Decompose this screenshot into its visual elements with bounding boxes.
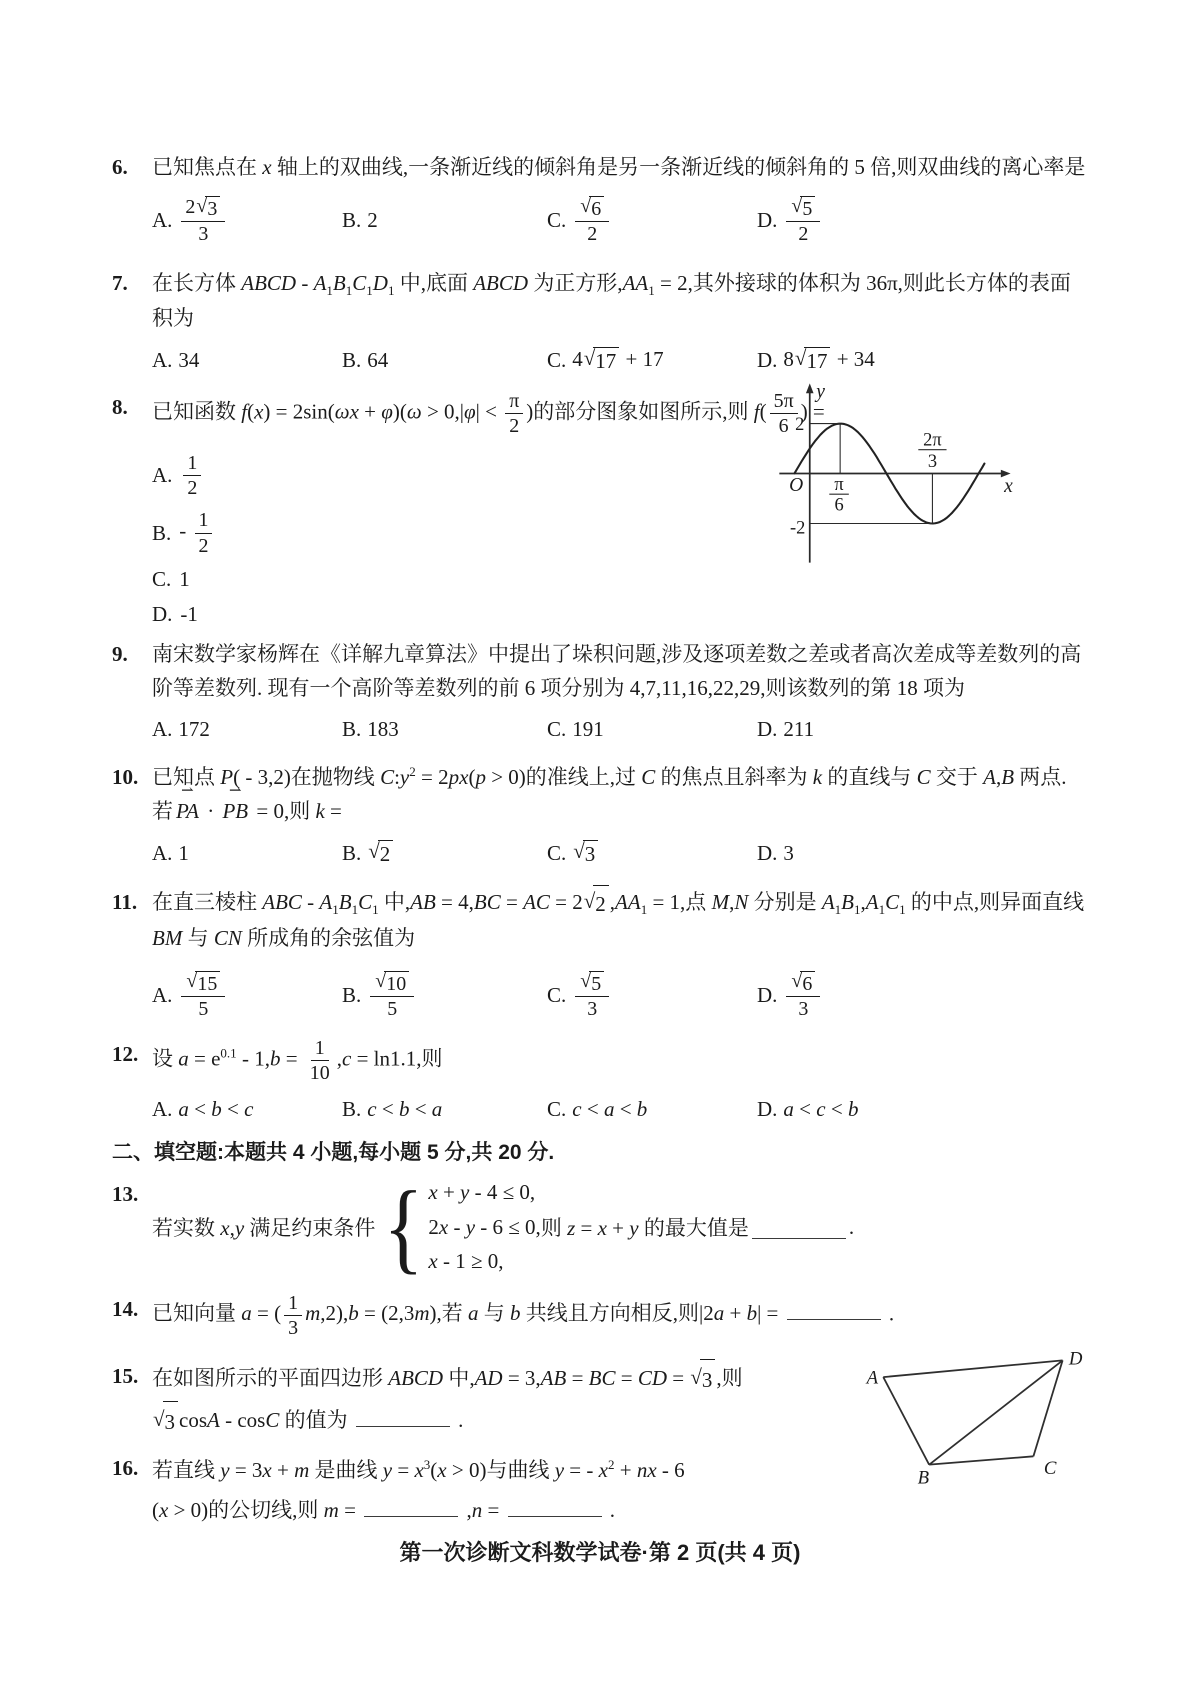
- question-9-stem: 南宋数学家杨辉在《详解九章算法》中提出了垛积问题,涉及逐项差数之差或者高次差成等差数列的高阶等差数列. 现有一个高阶等差数列的前 6 项分别为 4,7,11,16,22,29,则该数列的第 18 项为: [152, 642, 1082, 701]
- option-a: A. a < b < c: [152, 1096, 254, 1121]
- option-b: B. c < b < a: [342, 1096, 443, 1121]
- constraint-1: x + y - 4 ≤ 0,: [428, 1180, 536, 1205]
- option-b: B. 2: [342, 208, 378, 233]
- peak-x-denominator: 6: [834, 494, 844, 515]
- question-6-options: [152, 196, 1088, 246]
- question-number: 8.: [112, 394, 128, 419]
- option-d: D. 3: [757, 841, 794, 866]
- q15-quadrilateral-figure: [852, 1345, 1097, 1503]
- answer-blank: [787, 1297, 881, 1320]
- peak-x-numerator: π: [834, 473, 844, 494]
- question-number: 9.: [112, 642, 128, 667]
- option-b: B. √ 2: [342, 840, 547, 867]
- question-11-options: [152, 971, 1088, 1021]
- option-a: A. $\frac{1}{2}$: [152, 452, 1088, 500]
- y-axis-arrow: [806, 383, 814, 393]
- option-b: B. √ 10 5: [342, 971, 547, 1021]
- question-9: [112, 637, 1088, 742]
- question-13-stem: [152, 1170, 1088, 1284]
- vertex-C-label: C: [1043, 1458, 1057, 1480]
- section-2-header: 二、填空题:本题共 4 小题,每小题 5 分,共 20 分.: [112, 1140, 555, 1164]
- option-d: D. √ 5 2: [757, 196, 1088, 246]
- x-axis-label: x: [1004, 475, 1013, 497]
- option-c: C. √ 6 2: [547, 196, 757, 246]
- question-8: [112, 381, 1088, 627]
- answer-blank-n: [508, 1494, 602, 1517]
- option-c: C. √ 3: [547, 840, 757, 867]
- vertex-D-label: D: [1068, 1348, 1083, 1370]
- option-a: A. 172: [152, 717, 210, 742]
- brace: {: [383, 1170, 424, 1284]
- option-d: D. √ 6 3: [757, 971, 1088, 1021]
- question-number: 13.: [112, 1182, 139, 1207]
- answer-blank: [356, 1404, 450, 1427]
- side-CD: [1033, 1361, 1062, 1457]
- q15-tail: .: [458, 1408, 464, 1433]
- constraint-3: x - 1 ≥ 0,: [428, 1249, 504, 1274]
- option-b: B. - $\frac{1}{2}$: [152, 509, 1088, 557]
- question-number: 15.: [112, 1364, 139, 1389]
- max-tick-label: 2: [795, 414, 805, 435]
- option-b: B. 64: [342, 347, 389, 372]
- question-number: 14.: [112, 1296, 139, 1321]
- question-number: 11.: [112, 890, 138, 915]
- min-tick-label: -2: [790, 517, 806, 538]
- q14-tail: .: [888, 1301, 895, 1326]
- question-12: [112, 1037, 1088, 1122]
- question-11: [112, 885, 1088, 1021]
- question-number: 12.: [112, 1041, 139, 1066]
- question-10: [112, 760, 1088, 867]
- option-c: C. 4 √ 17 + 17: [547, 345, 664, 373]
- side-BC: [929, 1457, 1033, 1465]
- question-16-line2: (x > 0)的公切线,则 m = ,n = .: [152, 1491, 1088, 1531]
- q13-tail: .: [848, 1214, 855, 1239]
- question-7-stem: 在长方体 ABCD - $A_1B_1C_1D_1$ 中,底面 ABCD 为正方形$,AA_1 = 2$,其外接球的体积为 36π,则此长方体的表面积为: [152, 270, 1071, 330]
- trough-x-denominator: 3: [927, 451, 938, 472]
- question-10-options: [152, 840, 1088, 867]
- q16-tail: .: [609, 1497, 616, 1522]
- option-d: D. -1: [152, 602, 198, 627]
- question-7-options: [152, 347, 1088, 374]
- vertex-B-label: B: [917, 1467, 930, 1489]
- question-7: [112, 266, 1088, 374]
- answer-blank: [752, 1216, 846, 1239]
- option-b: B. 183: [342, 717, 399, 742]
- y-axis-label: y: [816, 381, 825, 403]
- question-14-stem: 已知向量 a = ( $\frac{1}{3}$ m,2),b = (2,3m),若 a 与 b 共线且方向相反,则|2a + b| = .: [152, 1291, 895, 1339]
- question-10-stem: 已知点 P( - 3,2)在抛物线 $C:y^2 = 2px(p > 0)$的准线上,过 C 的焦点且斜率为 k 的直线与 C 交于 A,B 两点. 若 PA ⇀ · PB ⇀ = 0,则 k =: [152, 760, 1088, 828]
- question-6: [112, 150, 1088, 246]
- option-c: C. c < a < b: [547, 1096, 648, 1121]
- question-number: 7.: [112, 270, 128, 295]
- q13-suffix: 则 z = x + y 的最大值是: [540, 1216, 749, 1241]
- question-9-options: [152, 717, 1088, 742]
- origin-label: O: [789, 474, 804, 496]
- question-16-line1: 若直线 y = 3x + m 是曲线 $y = x^3(x > 0)$与曲线 y = - $x^2$ + nx - 6: [152, 1457, 685, 1483]
- constraint-2: 2x - y - 6 ≤ 0,: [428, 1214, 541, 1239]
- option-a: A. 2 √ 3 3: [152, 196, 342, 246]
- option-d: D. 211: [757, 717, 815, 742]
- question-15-line2: √ 3 cosA - cosC 的值为 .: [152, 1401, 812, 1443]
- question-14: [112, 1292, 1088, 1340]
- question-number: 16.: [112, 1456, 139, 1481]
- q8-sine-graph: [764, 378, 1014, 568]
- question-number: 10.: [112, 765, 139, 790]
- question-12-stem: 设 $a = e^{0.1} - 1,b$ = $\frac{1}{10}$ ,c = ln1.1,则: [152, 1036, 443, 1085]
- question-13: [112, 1170, 1088, 1284]
- question-11-stem: 在直三棱柱 ABC - $A_1B_1C_1$ 中,AB = 4,BC = AC = 2 √ 2 $,AA_1 = 1$,点 M,N 分别是 $A_1B_1,A_1C_1$ 的中点,则异面直线 BM 与 CN 所成角的余弦值为: [152, 885, 1088, 955]
- question-6-stem: 已知焦点在 x 轴上的双曲线,一条渐近线的倾斜角是另一条渐近线的倾斜角的 5 倍,则双曲线的离心率是: [152, 155, 1086, 179]
- diagonal-BD: [929, 1361, 1062, 1465]
- trough-x-numerator: 2π: [923, 429, 942, 450]
- vertex-A-label: A: [866, 1367, 879, 1389]
- q13-constraint-system: [428, 1177, 540, 1278]
- option-c: C. 191: [547, 717, 604, 742]
- side-AB: [883, 1377, 929, 1465]
- question-15-line1: 在如图所示的平面四边形 ABCD 中,AD = 3,AB = BC = CD = √ 3 ,则: [152, 1359, 812, 1401]
- option-a: A. 1: [152, 841, 189, 866]
- question-12-options: [152, 1097, 1088, 1122]
- option-a: A. 34: [152, 347, 200, 372]
- option-a: A. √ 15 5: [152, 971, 342, 1021]
- option-d: D. a < c < b: [757, 1096, 859, 1121]
- question-number: 6.: [112, 155, 128, 179]
- answer-blank-m: [364, 1494, 458, 1517]
- option-c: C. 1: [152, 567, 190, 592]
- page-footer: 第一次诊断文科数学试卷·第 2 页(共 4 页): [399, 1540, 801, 1565]
- question-8-stem: 已知函数 f(x) = 2sin(ωx + φ)(ω > 0,|φ| < $\frac{\pi}{2}$ )的部分图象如图所示,则 f( $\frac{5\pi}{6}$ ) =: [152, 389, 825, 438]
- q13-prefix: 若实数 x,y 满足约束条件: [152, 1216, 376, 1241]
- option-d: D. 8 √ 17 + 34: [757, 345, 875, 373]
- option-c: C. √ 5 3: [547, 971, 757, 1021]
- side-AD: [883, 1361, 1062, 1378]
